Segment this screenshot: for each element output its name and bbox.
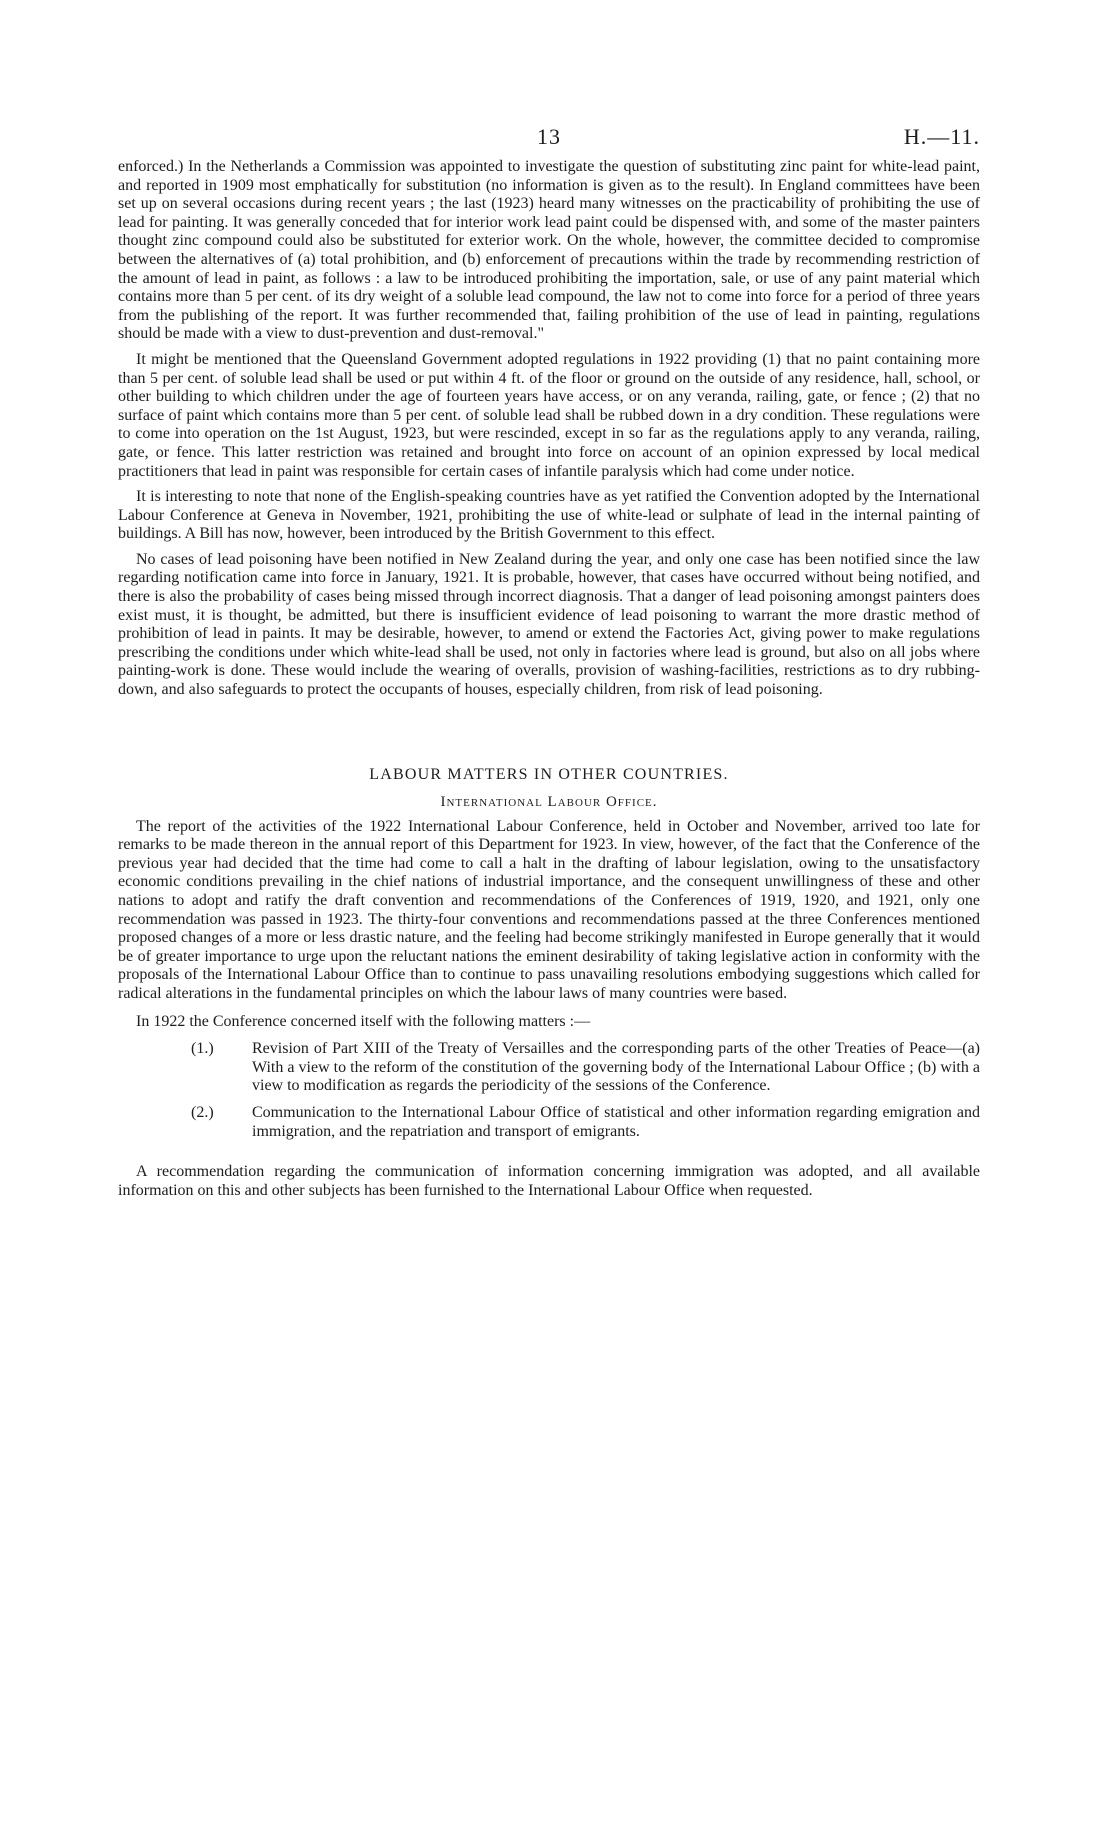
page-number: 13 <box>537 124 561 149</box>
paragraph-immigration-recommendation: A recommendation regarding the communication of information concerning immigration was adopted, and all available information on this and other subjects has been furnished to the International Labour Office when requested. <box>118 1163 980 1199</box>
subsection-title: International Labour Office. <box>440 793 658 810</box>
list-item-text: Revision of Part XIII of the Treaty of Versailles and the corresponding parts of the other Treaties of Peace—(a) With a view to the reform of the constitution of the governing body of the International Labour Office ; (b) with a view to modification as regards the periodicity of the sessions of the Conference. <box>252 1040 980 1095</box>
conference-matters-list <box>118 1040 980 1141</box>
list-item-number: (2.) <box>191 1103 214 1121</box>
list-item-text: Communication to the International Labour Office of statistical and other information regarding emigration and immigration, and the repatriation and transport of emigrants. <box>252 1103 980 1140</box>
list-item <box>118 1040 980 1096</box>
paragraph-geneva-convention: It is interesting to note that none of the English-speaking countries have as yet ratified the Convention adopted by the International Labour Conference at Geneva in November, 1921, prohibiting the use of white-lead or sulphate of lead in the internal painting of buildings. A Bill has now, however, been introduced by the British Government to this effect. <box>118 488 980 543</box>
page-header <box>118 118 980 158</box>
paragraph-conference-matters: In 1922 the Conference concerned itself with the following matters :— <box>136 1012 591 1030</box>
paragraph-new-zealand-cases: No cases of lead poisoning have been notified in New Zealand during the year, and only one case has been notified since the law regarding notification came into force in January, 1921. It is probable, however, that cases have occurred without being notified, and there is also the probability of cases being missed through incorrect diagnosis. That a danger of lead poisoning amongst painters does exist must, it is thought, be admitted, but there is insufficient evidence of lead poisoning to warrant the more drastic method of prohibition of lead in paints. It may be desirable, however, to amend or extend the Factories Act, giving power to make regulations prescribing the conditions under which white-lead shall be used, not only in factories where lead is ground, but also on all jobs where painting-work is done. These would include the wearing of overalls, provision of washing-facilities, restrictions as to dry rubbing-down, and also safeguards to protect the occupants of houses, especially children, from risk of lead poisoning. <box>118 550 980 699</box>
list-item-number: (1.) <box>191 1040 214 1058</box>
document-page <box>118 118 980 1200</box>
paragraph-conference-report: The report of the activities of the 1922 International Labour Conference, held in October and November, arrived too late for remarks to be made thereon in the annual report of this Department for 1923. In view, however, of the fact that the Conference of the previous year had decided that the time had come to call a halt in the drafting of labour legislation, owing to the unsatisfactory economic conditions prevailing in the chief nations of industrial importance, and the consequent unwillingness of these and other nations to adopt and ratify the draft convention and recommendations of the Conferences of 1919, 1920, and 1921, only one recommendation was passed in 1923. The thirty-four conventions and recommendations passed at the three Conferences mentioned proposed changes of a more or less drastic nature, and the feeling had become strikingly manifested in Europe generally that it would be of greater importance to urge upon the reluctant nations the eminent desirability of taking legislative action in conformity with the proposals of the International Labour Office than to continue to pass unavailing resolutions embodying suggestions which called for radical alterations in the fundamental principles on which the labour laws of many countries were based. <box>118 817 980 1002</box>
paragraph-queensland-regulations: It might be mentioned that the Queensland Government adopted regulations in 1922 providing (1) that no paint containing more than 5 per cent. of soluble lead shall be used or put within 4 ft. of the floor or ground on the outside of any residence, hall, school, or other building to which children under the age of fourteen years have access, or on any veranda, railing, gate, or fence ; (2) that no surface of paint which contains more than 5 per cent. of soluble lead shall be rubbed down in a dry condition. These regulations were to come into operation on the 1st August, 1923, but were rescinded, except in so far as the regulations apply to any veranda, railing, gate, or fence. This latter restriction was retained and brought into force on account of an opinion expressed by local medical practitioners that lead in paint was responsible for certain cases of infantile paralysis which had come under notice. <box>118 350 980 480</box>
section-title: LABOUR MATTERS IN OTHER COUNTRIES. <box>369 765 729 783</box>
list-item <box>118 1104 980 1141</box>
paragraph-lead-paint-england: enforced.) In the Netherlands a Commission was appointed to investigate the question of substituting zinc paint for white-lead paint, and reported in 1909 most emphatically for substitution (no information is given as to the result). In England committees have been set up on several occasions during recent years ; the last (1923) heard many witnesses on the practicability of prohibiting the use of lead for painting. It was generally conceded that for interior work lead paint could be dispensed with, and some of the master painters thought zinc compound could also be substituted for exterior work. On the whole, however, the committee decided to compromise between the alternatives of (a) total prohibition, and (b) enforcement of precautions within the trade by recommending restriction of the amount of lead in paint, as follows : a law to be introduced prohibiting the importation, sale, or use of any paint material which contains more than 5 per cent. of its dry weight of a soluble lead compound, the law not to come into force for a period of three years from the publishing of the report. It was further recommended that, failing prohibition of the use of lead in painting, regulations should be made with a view to dust-prevention and dust-removal." <box>118 158 980 343</box>
document-reference: H.—11. <box>903 124 980 149</box>
